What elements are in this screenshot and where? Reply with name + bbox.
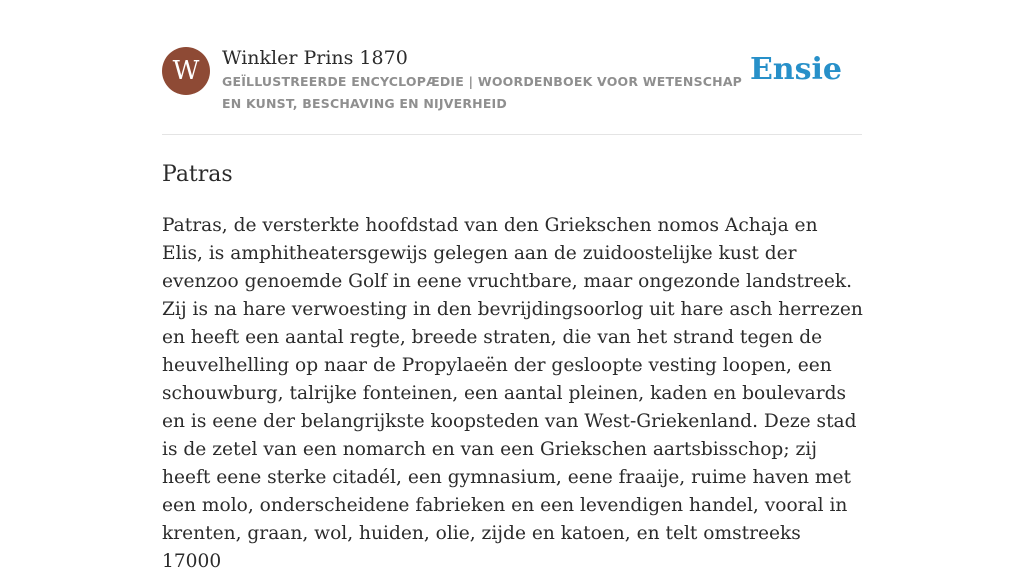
ensie-logo[interactable]: Ensie — [749, 52, 842, 87]
entry-body: Patras, de versterkte hoofdstad van den Griekschen nomos Achaja en Elis, is amphitheatersgewijs gelegen aan de zuidoostelijke kust der evenzoo genoemde Golf in eene vruchtbare, maar ongezonde landstreek. Zij is na hare verwoesting in den bevrijdingsoorlog uit hare asch herrezen en heeft een aantal regte, breede straten, die van het strand tegen de heuvelhelling op naar de Propylaeën der gesloopte vesting loopen, een schouwburg, talrijke fonteinen, een aantal pleinen, kaden en boulevards en is eene der belangrijkste koopsteden van West-Griekenland. Deze stad is de zetel van een nomarch en van een Griekschen aartsbisschop; zij heeft eene sterke citadél, een gymnasium, eene fraaije, ruime haven met een molo, onderscheidene fabrieken en een levendigen handel, vooral in krenten, graan, wol, huiden, olie, zijde en katoen, en telt omstreeks 17000 — [162, 215, 863, 572]
content-column — [162, 0, 863, 572]
source-header — [162, 0, 862, 135]
source-avatar[interactable]: W — [162, 47, 210, 95]
source-title[interactable]: Winkler Prins 1870 — [222, 47, 408, 69]
entry-title: Patras — [162, 162, 233, 187]
source-info — [222, 45, 762, 115]
source-subtitle: GEÏLLUSTREERDE ENCYCLOPÆDIE | WOORDENBOEK VOOR WETENSCHAP EN KUNST, BESCHAVING EN NIJVERHEID — [222, 74, 743, 111]
